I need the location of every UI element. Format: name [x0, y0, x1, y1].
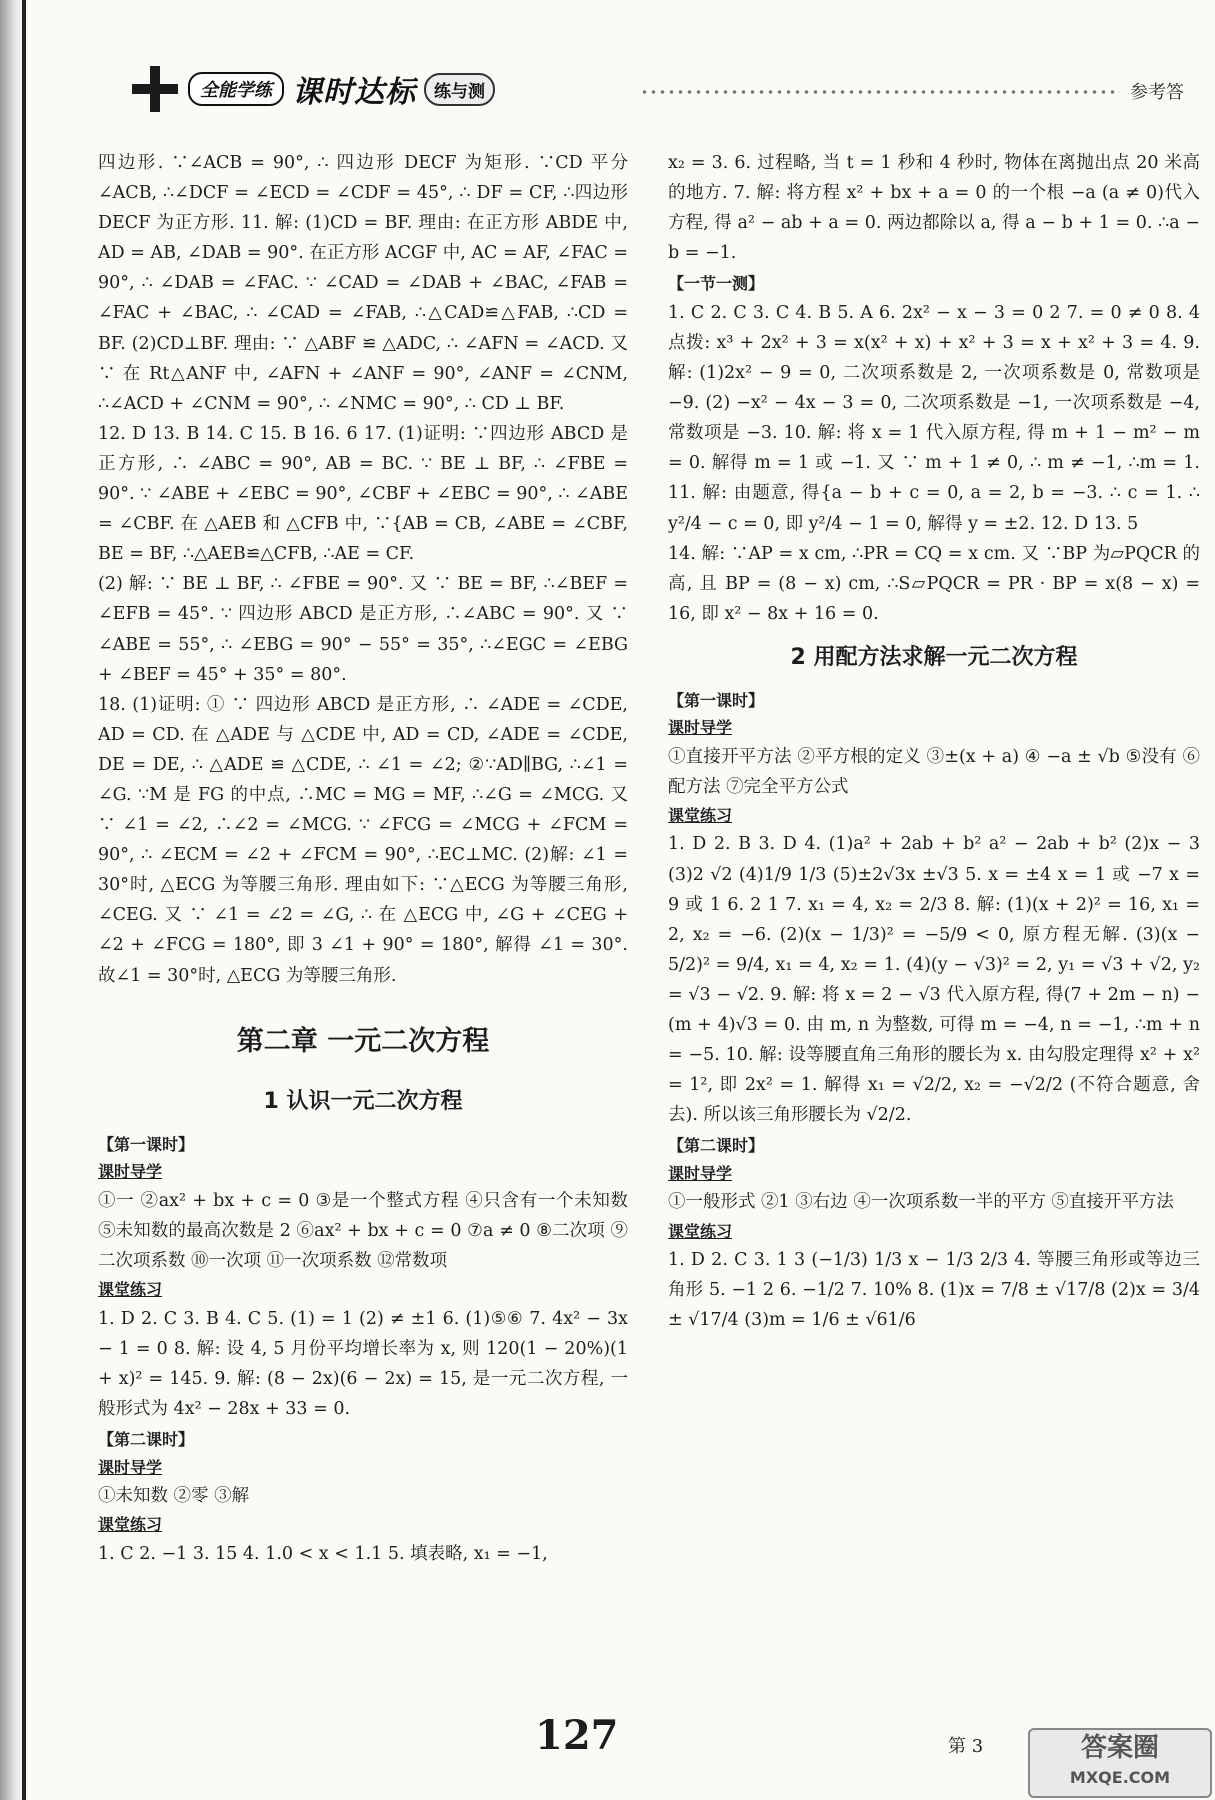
answer-paragraph: 四边形. ∵∠ACB = 90°, ∴ 四边形 DECF 为矩形. ∵CD 平分∠ACB, ∴∠DCF = ∠ECD = ∠CDF = 45°, ∴ DF = CF, ∴四边形 DECF 为正方形. 11. 解: (1)CD = BF. 理由: 在正方形 ABDE 中, AD = AB, ∠DAB = 90°. 在正方形 ACGF 中, AC = AF, ∠FAC = 90°, ∴ ∠DAB = ∠FAC. ∵ ∠CAD = ∠DAB + ∠BAC, ∠FAB = ∠FAC + ∠BAC, ∴ ∠CAD = ∠FAB, ∴△CAD≌△FAB, ∴CD = BF. (2)CD⊥BF. 理由: ∵ △ABF ≌ △ADC, ∴ ∠AFN = ∠ACD. 又 ∵ 在 Rt△ANF 中, ∠AFN + ∠ANF = 90°, ∠ANF = ∠CNM, ∴∠ACD + ∠CNM = 90°, ∴ ∠NMC = 90°, ∴ CD ⊥ BF. — [98, 153, 628, 414]
watermark-url: MXQE.COM — [1069, 1768, 1171, 1787]
guide-answers: ①一般形式 ②1 ③右边 ④一次项系数一半的平方 ⑤直接开平方法 — [668, 1192, 1174, 1213]
spine-line — [22, 0, 26, 1800]
plus-logo-icon — [130, 64, 180, 114]
section-title: 2 用配方法求解一元二次方程 — [790, 644, 1078, 670]
section-title: 1 认识一元二次方程 — [263, 1089, 463, 1115]
page-tag: 第 3 — [948, 1736, 984, 1757]
guide-heading: 课时导学 — [668, 718, 733, 738]
site-watermark — [1028, 1728, 1212, 1798]
brand-tag: 练与测 — [424, 73, 495, 106]
page-number: 127 — [535, 1712, 619, 1759]
guide-heading: 课时导学 — [98, 1457, 163, 1477]
practice-answers: 1. D 2. B 3. D 4. (1)a² + 2ab + b² a² − 2ab + b² (2)x − 3 (3)2 √2 (4)1/9 1/3 (5)±2√3x ±√3 5. x = ±4 x = 1 或 −7 x = 9 或 1 6. 2 1 7. x₁ = 4, x₂ = 2/3 8. 解: (1)(x + 2)² = 16, x₁ = 2, x₂ = −6. (2)(x − 1/3)² = −5/9 < 0, 原方程无解. (3)(x − 5/2)² = 9/4, x₁ = 4, x₂ = 1. (4)(y − √3)² = 2, y₁ = √3 + √2, y₂ = √3 − √2. 9. 解: 将 x = 2 − √3 代入原方程, 得(7 + 2m − n) − (m + 4)√3 = 0. 由 m, n 为整数, 可得 m = −4, n = −1, ∴m + n = −5. 10. 解: 设等腰直角三角形的腰长为 x. 由勾股定理得 x² + x² = 1², 即 2x² = 1. 解得 x₁ = √2/2, x₂ = −√2/2 (不符合题意, 舍去). 所以该三角形腰长为 √2/2. — [668, 834, 1200, 1126]
chapter-title: 第二章 一元二次方程 — [236, 1025, 490, 1057]
practice-answers: 1. C 2. −1 3. 15 4. 1.0 < x < 1.1 5. 填表略, x₁ = −1, — [98, 1543, 548, 1564]
right-column — [668, 148, 1200, 1335]
brand-logo — [130, 66, 495, 112]
practice-answers: 1. D 2. C 3. B 4. C 5. (1) = 1 (2) ≠ ±1 6. (1)⑤⑥ 7. 4x² − 3x − 1 = 0 8. 解: 设 4, 5 月份平均增长率为 x, 则 120(1 − 20%)(1 + x)² = 145. 9. 解: (8 − 2x)(6 − 2x) = 15, 是一元二次方程, 一般形式为 4x² − 28x + 33 = 0. — [98, 1308, 628, 1419]
lesson-heading: 【第一课时】 — [98, 1134, 195, 1154]
practice-heading: 课堂练习 — [668, 1221, 733, 1241]
guide-answers: ①未知数 ②零 ③解 — [98, 1486, 250, 1507]
practice-heading: 课堂练习 — [668, 805, 733, 825]
answer-paragraph: x₂ = 3. 6. 过程略, 当 t = 1 秒和 4 秒时, 物体在离抛出点 20 米高的地方. 7. 解: 将方程 x² + bx + a = 0 的一个根 −a (a ≠ 0)代入方程, 得 a² − ab + a = 0. 两边都除以 a, 得 a − b + 1 = 0. ∴a − b = −1. — [668, 153, 1200, 264]
practice-heading: 课堂练习 — [98, 1515, 163, 1535]
practice-answers: 1. D 2. C 3. 1 3 (−1/3) 1/3 x − 1/3 2/3 4. 等腰三角形或等边三角形 5. −1 2 6. −1/2 7. 10% 8. (1)x = 7/8 ± √17/8 (2)x = 3/4 ± √17/4 (3)m = 1/6 ± √61/6 — [668, 1250, 1200, 1331]
guide-heading: 课时导学 — [98, 1162, 163, 1182]
answer-paragraph: 1. C 2. C 3. C 4. B 5. A 6. 2x² − x − 3 = 0 2 7. = 0 ≠ 0 8. 4 点拨: x³ + 2x² + 3 = x(x² + x) + x² + 3 = x + x² + 3 = 4. 9. 解: (1)2x² − 9 = 0, 二次项系数是 2, 一次项系数是 0, 常数项是 −9. (2) −x² − 4x − 3 = 0, 二次项系数是 −1, 一次项系数是 −4, 常数项是 −3. 10. 解: 将 x = 1 代入原方程, 得 m + 1 − m² − m = 0. 解得 m = 1 或 −1. 又 ∵ m + 1 ≠ 0, ∴ m ≠ −1, ∴m = 1. 11. 解: 由题意, 得{a − b + c = 0, a = 2, b = −3. ∴ c = 1. ∴ y²/4 − c = 0, 即 y²/4 − 1 = 0, 解得 y = ±2. 12. D 13. 5 — [668, 302, 1200, 534]
guide-answers: ①一 ②ax² + bx + c = 0 ③是一个整式方程 ④只含有一个未知数 ⑤未知数的最高次数是 2 ⑥ax² + bx + c = 0 ⑦a ≠ 0 ⑧二次项 ⑨二次项系数 ⑩一次项 ⑪一次项系数 ⑫常数项 — [98, 1190, 628, 1272]
page-header — [100, 58, 1215, 128]
left-column — [98, 148, 628, 1569]
lesson-heading: 【第二课时】 — [98, 1430, 195, 1450]
answer-paragraph: (2) 解: ∵ BE ⊥ BF, ∴ ∠FBE = 90°. 又 ∵ BE = BF, ∴∠BEF = ∠EFB = 45°. ∵ 四边形 ABCD 是正方形, ∴∠ABC = 90°. 又 ∵ ∠ABE = 55°, ∴ ∠EBG = 90° − 55° = 35°, ∴∠EGC = ∠EBG + ∠BEF = 45° + 35° = 80°. — [98, 574, 628, 685]
header-dotted-rule — [640, 90, 1120, 94]
watermark-title: 答案圈 — [1080, 1733, 1159, 1763]
test-heading: 【一节一测】 — [668, 274, 765, 294]
answer-paragraph: 12. D 13. B 14. C 15. B 16. 6 17. (1)证明: ∵四边形 ABCD 是正方形, ∴ ∠ABC = 90°, AB = BC. ∵ BE ⊥ BF, ∴ ∠FBE = 90°. ∵ ∠ABE + ∠EBC = 90°, ∠CBF + ∠EBC = 90°, ∴ ∠ABE = ∠CBF. 在 △AEB 和 △CFB 中, ∵{AB = CB, ∠ABE = ∠CBF, BE = BF, ∴△AEB≌△CFB, ∴AE = CF. — [98, 423, 628, 565]
answer-paragraph: 14. 解: ∵AP = x cm, ∴PR = CQ = x cm. 又 ∵BP 为▱PQCR 的高, 且 BP = (8 − x) cm, ∴S▱PQCR = PR · BP = x(8 − x) = 16, 即 x² − 8x + 16 = 0. — [668, 543, 1200, 624]
brand-small: 全能学练 — [188, 72, 284, 106]
answer-paragraph: 18. (1)证明: ① ∵ 四边形 ABCD 是正方形, ∴ ∠ADE = ∠CDE, AD = CD. 在 △ADE 与 △CDE 中, AD = CD, ∠ADE = ∠CDE, DE = DE, ∴ △ADE ≌ △CDE, ∴ ∠1 = ∠2; ②∵AD∥BG, ∴∠1 = ∠G. ∵M 是 FG 的中点, ∴MC = MG = MF, ∴∠G = ∠MCG. 又 ∵ ∠1 = ∠2, ∴∠2 = ∠MCG. ∵ ∠FCG = ∠MCG + ∠FCM = 90°, ∴ ∠ECM = ∠2 + ∠FCM = 90°, ∴EC⊥MC. (2)解: ∠1 = 30°时, △ECG 为等腰三角形. 理由如下: ∵△ECG 为等腰三角形, ∠CEG. 又 ∵ ∠1 = ∠2 = ∠G, ∴ 在 △ECG 中, ∠G + ∠CEG + ∠2 + ∠FCG = 180°, 即 3 ∠1 + 90° = 180°, 解得 ∠1 = 30°. 故∠1 = 30°时, △ECG 为等腰三角形. — [98, 694, 628, 986]
lesson-heading: 【第二课时】 — [668, 1136, 765, 1156]
guide-heading: 课时导学 — [668, 1163, 733, 1183]
practice-heading: 课堂练习 — [98, 1280, 163, 1300]
header-corner-label: 参考答 — [1130, 82, 1184, 103]
brand-title: 课时达标 — [292, 75, 416, 110]
lesson-heading: 【第一课时】 — [668, 690, 765, 710]
guide-answers: ①直接开平方法 ②平方根的定义 ③±(x + a) ④ −a ± √b ⑤没有 ⑥配方法 ⑦完全平方公式 — [668, 746, 1200, 797]
